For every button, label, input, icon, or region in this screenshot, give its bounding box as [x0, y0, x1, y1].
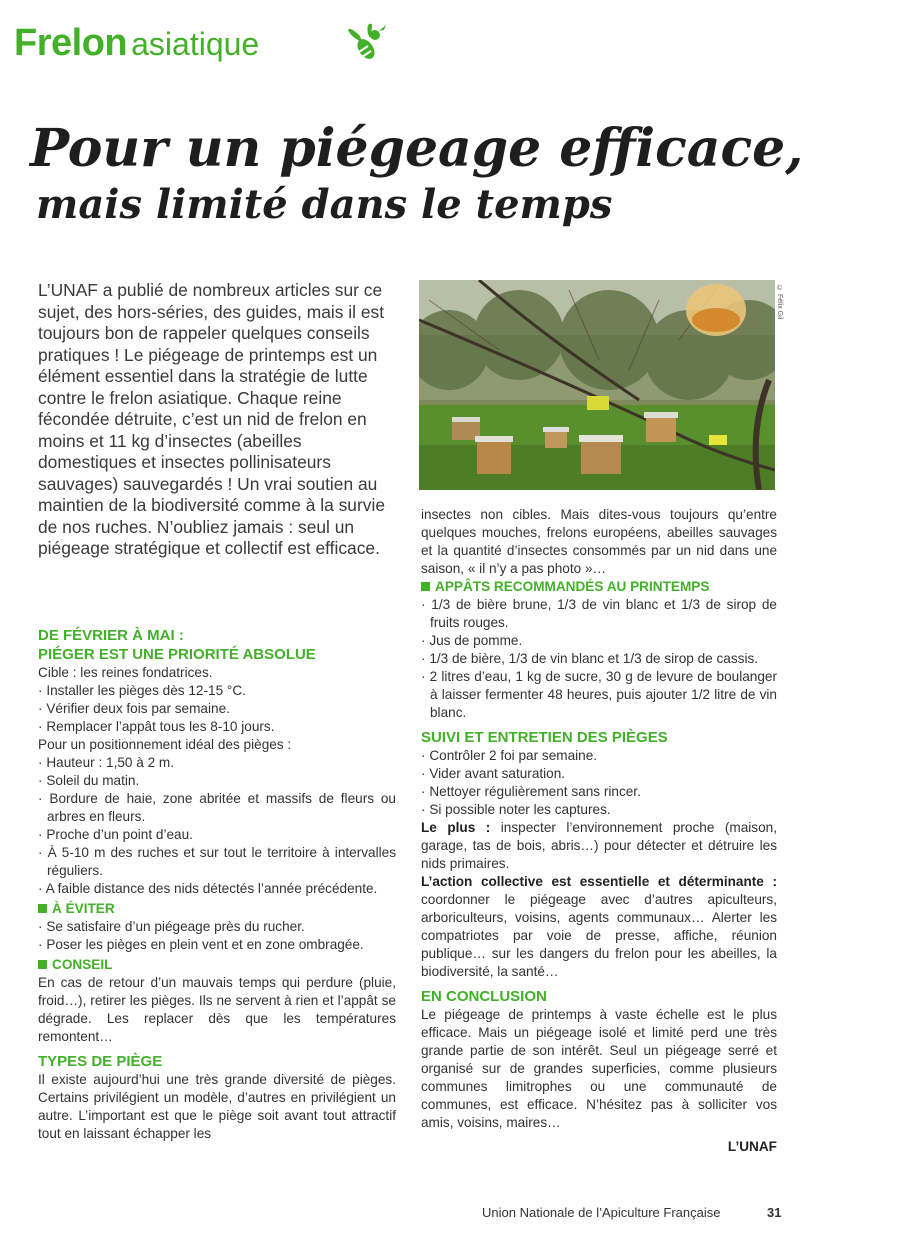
headline — [30, 118, 803, 230]
conclusion-text: Le piégeage de printemps à vaste échelle est le plus efficace. Mais un piégeage isolé et limité perd une très grande partie de son intérêt. Seul un piégeage serré et organisé sur de grandes superficies, comme plusieurs communes limitrophes ou une communauté de communes, est efficace. N’hésitez pas à solliciter vos amis, voisins, maires… — [421, 1007, 777, 1130]
list-item: · 1/3 de bière, 1/3 de vin blanc et 1/3 de sirop de cassis. — [421, 650, 777, 668]
list-item: · 2 litres d’eau, 1 kg de sucre, 30 g de levure de boulanger à laisser fermenter 48 heures, puis ajouter 1/2 litre de vin blanc. — [421, 668, 777, 722]
advice-heading: CONSEIL — [38, 956, 396, 974]
positioning-list — [38, 754, 396, 898]
section-title-light: asiatique — [131, 26, 260, 62]
headline-line-1: Pour un piégeage efficace, — [30, 118, 804, 179]
trap-types-continued: insectes non cibles. Mais dites-vous toujours qu’entre quelques mouches, frelons européens, abeilles sauvages et la quantité d’insectes consommés par un nid dans une saison, « il n’y a pas photo »… — [421, 507, 777, 576]
maintenance-list — [421, 747, 777, 819]
square-bullet-icon — [38, 904, 47, 913]
collective-text: coordonner le piégeage avec d’autres apiculteurs, arboriculteurs, voisins, agents communaux… Alerter les compatriotes par voie de presse, affiche, réunion publique… sur les dangers du frelon pour les abeilles, la biodiversité, la santé… — [421, 892, 777, 979]
hornet-icon — [346, 22, 388, 66]
signature: L’UNAF — [727, 1139, 777, 1154]
footer-org: Union Nationale de l’Apiculture Française — [482, 1205, 721, 1220]
list-item: · Vérifier deux fois par semaine. — [38, 700, 396, 718]
avoid-heading: À ÉVITER — [38, 900, 396, 918]
photo-credit: © Félix Gil — [776, 285, 783, 320]
trap-steps-list — [38, 682, 396, 736]
trap-types-text: Il existe aujourd’hui une très grande diversité de pièges. Certains privilégient un modèle, d’autres en privilégient un autre. L’important est que le piège soit avant tout attractif tout en laissant échapper les — [38, 1072, 396, 1141]
intro-paragraph: L’UNAF a publié de nombreux articles sur ce sujet, des hors-séries, des guides, mais il est toujours bon de rappeler quelques conseils pratiques ! Le piégeage de printemps est un élément essentiel dans la stratégie de lutte contre le frelon asiatique. Chaque reine fécondée détruite, c’est un nid de frelon en moins et 11 kg d’insectes (abeilles domestiques et insectes pollinisateurs sauvages) sauvegardés ! Un vrai soutien au maintien de la biodiversité comme à la survie de nos ruches. N’oubliez jamais : seul un piégeage stratégique et collectif est efficace. — [38, 280, 386, 558]
trap-types-heading: TYPES DE PIÈGE — [38, 1053, 163, 1070]
square-bullet-icon — [421, 582, 430, 591]
page-number: 31 — [767, 1205, 782, 1220]
plus-paragraph — [421, 819, 777, 873]
list-item: · Vider avant saturation. — [421, 765, 777, 783]
list-item: · Proche d’un point d’eau. — [38, 826, 396, 844]
avoid-list — [38, 918, 396, 954]
plus-text: inspecter l’environnement proche (maison, garage, tas de bois, abris…) pour détecter et détruire les nids primaires. — [421, 820, 777, 871]
advice-text: En cas de retour d’un mauvais temps qui perdure (pluie, froid…), retirer les pièges. Ils ne servent à rien et l’appât se dégrade. Les replacer dès que les températures remontent… — [38, 975, 396, 1044]
list-item: · À 5-10 m des ruches et sur tout le territoire à intervalles réguliers. — [38, 844, 396, 880]
section-title — [14, 22, 259, 65]
conclusion-heading: EN CONCLUSION — [421, 988, 547, 1005]
list-item: · A faible distance des nids détectés l’année précédente. — [38, 880, 396, 898]
section-heading-priority: PIÉGER EST UNE PRIORITÉ ABSOLUE — [38, 646, 316, 663]
square-bullet-icon — [38, 960, 47, 969]
maintenance-heading: SUIVI ET ENTRETIEN DES PIÈGES — [421, 729, 668, 746]
left-column — [38, 626, 396, 1143]
collective-paragraph — [421, 873, 777, 981]
apiary-photo — [419, 280, 775, 490]
list-item: · Bordure de haie, zone abritée et massifs de fleurs ou arbres en fleurs. — [38, 790, 396, 826]
positioning-intro: Pour un positionnement idéal des pièges : — [38, 737, 292, 752]
list-item: · 1/3 de bière brune, 1/3 de vin blanc et 1/3 de sirop de fruits rouges. — [421, 596, 777, 632]
collective-label: L’action collective est essentielle et déterminante : — [421, 874, 777, 889]
list-item: · Si possible noter les captures. — [421, 801, 777, 819]
list-item: · Remplacer l’appât tous les 8-10 jours. — [38, 718, 396, 736]
list-item: · Hauteur : 1,50 à 2 m. — [38, 754, 396, 772]
baits-list — [421, 596, 777, 722]
list-item: · Se satisfaire d’un piégeage près du rucher. — [38, 918, 396, 936]
list-item: · Contrôler 2 foi par semaine. — [421, 747, 777, 765]
list-item: · Nettoyer régulièrement sans rincer. — [421, 783, 777, 801]
headline-line-2: mais limité dans le temps — [36, 181, 613, 228]
target-text: Cible : les reines fondatrices. — [38, 665, 213, 680]
baits-heading: APPÂTS RECOMMANDÉS AU PRINTEMPS — [421, 578, 777, 596]
list-item: · Jus de pomme. — [421, 632, 777, 650]
right-column — [421, 506, 777, 1156]
list-item: · Installer les pièges dès 12-15 °C. — [38, 682, 396, 700]
list-item: · Soleil du matin. — [38, 772, 396, 790]
plus-label: Le plus : — [421, 820, 491, 835]
list-item: · Poser les pièges en plein vent et en zone ombragée. — [38, 936, 396, 954]
section-heading-period: DE FÉVRIER À MAI : — [38, 627, 184, 644]
section-title-bold: Frelon — [14, 22, 128, 64]
